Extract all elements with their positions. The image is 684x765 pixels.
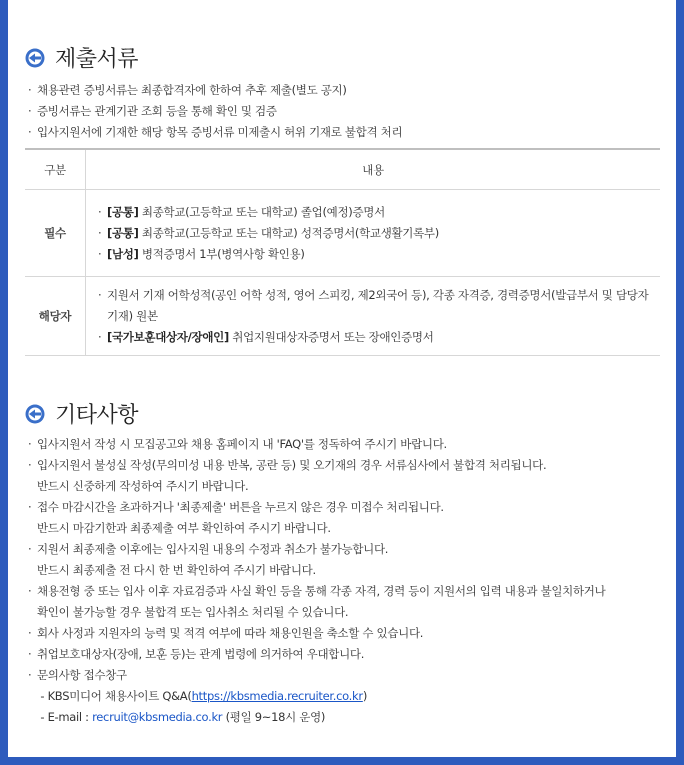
etc-bullet-list	[28, 434, 605, 728]
list-item	[28, 581, 605, 623]
section-title-docs	[25, 42, 138, 73]
list-item: · 입사지원서에 기재한 해당 항목 증빙서류 미제출시 허위 기재로 불합격 처리	[28, 122, 402, 143]
row-category: 해당자	[25, 277, 86, 356]
item-text: 병적증명서 1부(병역사항 확인용)	[138, 246, 305, 261]
content-panel	[8, 0, 676, 757]
recruit-site-link[interactable]: https://kbsmedia.recruiter.co.kr	[191, 689, 363, 703]
list-item	[98, 223, 650, 244]
email-address[interactable]: recruit@kbsmedia.co.kr	[92, 710, 223, 724]
contact-email	[28, 707, 605, 728]
docs-bullet-list	[28, 80, 402, 143]
item-line: · 회사 사정과 지원자의 능력 및 적격 여부에 따라 채용인원을 축소할 수 있습니다.	[37, 626, 424, 640]
item-line: · 취업보호대상자(장애, 보훈 등)는 관계 법령에 의거하여 우대합니다.	[37, 647, 365, 661]
email-hours: (평일 9~18시 운영)	[222, 710, 326, 724]
item-tag: [국가보훈대상자/장애인]	[107, 329, 229, 344]
list-item: · 증빙서류는 관계기관 조회 등을 통해 확인 및 검증	[28, 101, 402, 122]
table-row	[25, 190, 660, 277]
contact-qa	[28, 686, 605, 707]
circle-arrow-icon	[25, 404, 45, 424]
item-line: · 접수 마감시간을 초과하거나 '최종제출' 버튼을 누르지 않은 경우 미접수 처리됩니다.	[37, 500, 444, 514]
row-content	[86, 277, 661, 356]
list-item	[28, 455, 605, 497]
qa-prefix: - KBS미디어 채용사이트 Q&A(	[40, 689, 192, 703]
list-item	[28, 644, 605, 665]
header-content: 내용	[86, 149, 661, 190]
item-text: 최종학교(고등학교 또는 대학교) 졸업(예정)증명서	[138, 204, 385, 219]
list-item	[98, 244, 650, 265]
list-item	[28, 539, 605, 581]
item-line: · 채용전형 중 또는 입사 이후 자료검증과 사실 확인 등을 통해 각종 자격, 경력 등이 지원서의 입력 내용과 불일치하거나	[37, 584, 606, 598]
circle-arrow-icon	[25, 48, 45, 68]
item-line: 반드시 마감기한과 최종제출 여부 확인하여 주시기 바랍니다.	[37, 521, 331, 535]
item-line: 반드시 최종제출 전 다시 한 번 확인하여 주시기 바랍니다.	[37, 563, 316, 577]
list-item	[98, 327, 650, 348]
item-line: · 지원서 최종제출 이후에는 입사지원 내용의 수정과 취소가 불가능합니다.	[37, 542, 389, 556]
item-line: · 입사지원서 작성 시 모집공고와 채용 홈페이지 내 'FAQ'를 정독하여 주시기 바랍니다.	[37, 437, 447, 451]
section-heading: 기타사항	[55, 403, 139, 428]
table-header-row	[25, 149, 660, 190]
row-content	[86, 190, 661, 277]
item-tag: [남성]	[107, 246, 139, 261]
list-item	[98, 285, 650, 327]
list-item	[28, 434, 605, 455]
section-heading: 제출서류	[55, 47, 139, 72]
list-item	[28, 497, 605, 539]
header-category: 구분	[25, 149, 86, 190]
item-text: 취업지원대상자증명서 또는 장애인증명서	[228, 329, 434, 344]
contact-title: · 문의사항 접수창구	[37, 668, 127, 682]
item-line: 반드시 신중하게 작성하여 주시기 바랍니다.	[37, 479, 249, 493]
documents-table	[25, 148, 660, 356]
table-row	[25, 277, 660, 356]
row-category: 필수	[25, 190, 86, 277]
list-item	[98, 202, 650, 223]
email-prefix: - E-mail :	[40, 710, 93, 724]
item-tag: [공통]	[107, 204, 139, 219]
list-item	[28, 623, 605, 644]
contact-item	[28, 665, 605, 686]
item-text: 최종학교(고등학교 또는 대학교) 성적증명서(학교생활기록부)	[138, 225, 439, 240]
qa-suffix: )	[362, 689, 367, 703]
item-line: 확인이 불가능할 경우 불합격 또는 입사취소 처리될 수 있습니다.	[37, 605, 349, 619]
item-tag: [공통]	[107, 225, 139, 240]
item-text: 지원서 기재 어학성적(공인 어학 성적, 영어 스피킹, 제2외국어 등), 각종 자격증, 경력증명서(발급부서 및 담당자 기재) 원본	[107, 287, 649, 323]
item-line: · 입사지원서 불성실 작성(무의미성 내용 반복, 공란 등) 및 오기재의 경우 서류심사에서 불합격 처리됩니다.	[37, 458, 547, 472]
section-title-etc	[25, 398, 138, 429]
list-item: · 채용관련 증빙서류는 최종합격자에 한하여 추후 제출(별도 공지)	[28, 80, 402, 101]
